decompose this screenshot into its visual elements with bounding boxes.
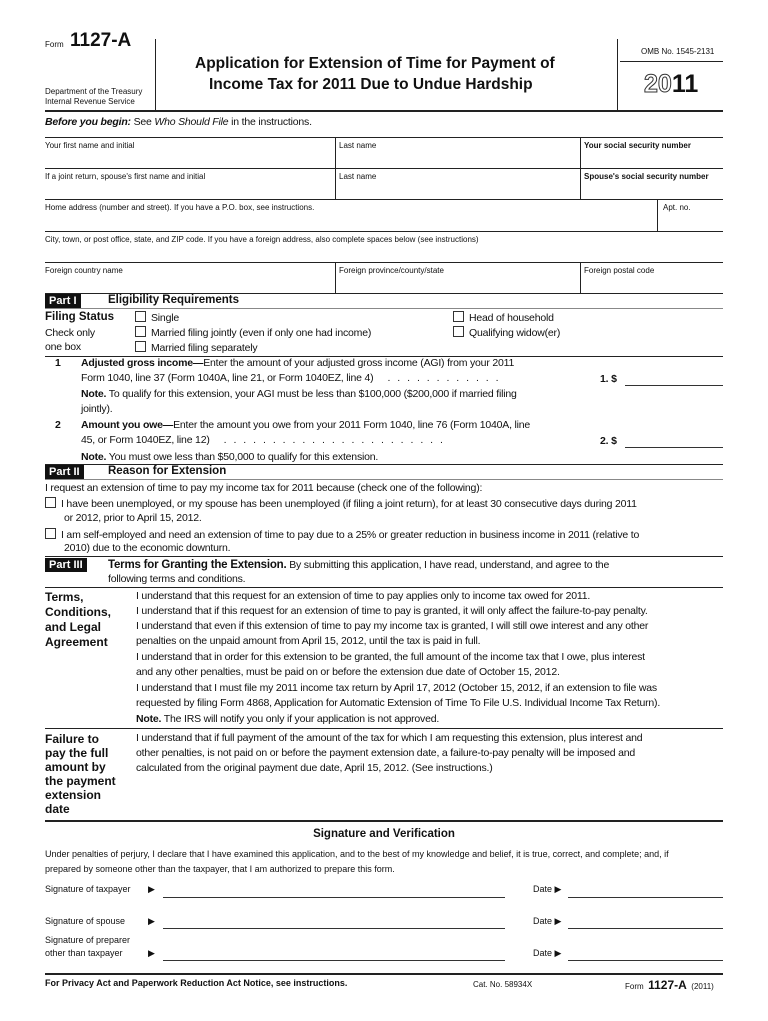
terms-line: I understand that if this request for an extension of time to pay is granted, it will only affect the failure-to-pay penalty. bbox=[136, 605, 648, 617]
spouse-date-input[interactable] bbox=[568, 928, 723, 929]
spouse-last-name-field[interactable]: Last name bbox=[339, 172, 377, 181]
agency: Internal Revenue Service bbox=[45, 97, 135, 106]
part-3-title: Terms for Granting the Extension. By submitting this application, I have read, understand, and agree to the bbox=[108, 559, 610, 571]
foreign-postal-code-field[interactable]: Foreign postal code bbox=[584, 266, 655, 275]
checkbox[interactable] bbox=[135, 341, 146, 352]
privacy-notice: For Privacy Act and Paperwork Reduction Act Notice, see instructions. bbox=[45, 978, 348, 988]
filing-status-head-of-household[interactable]: Head of household bbox=[453, 311, 554, 324]
spouse-signature-label: Signature of spouse bbox=[45, 916, 126, 926]
terms-heading-line: Agreement bbox=[45, 635, 108, 649]
reason-unemployed[interactable]: I have been unemployed, or my spouse has been unemployed (if filing a joint return), for at least 30 consecutive days during 2011 bbox=[45, 497, 637, 510]
preparer-signature-label-cont: other than taxpayer bbox=[45, 948, 123, 958]
failure-heading-line: date bbox=[45, 802, 70, 816]
penalty-statement: Under penalties of perjury, I declare that I have examined this application, and to the best of my knowledge and belief, it is true, correct, and complete; and, if bbox=[45, 849, 669, 859]
reason-self-employed[interactable]: I am self-employed and need an extension of time to pay due to a 25% or greater reduction in business income in 2011 (relative to bbox=[45, 528, 639, 541]
footer-form-id: Form 1127-A (2011) bbox=[625, 978, 714, 992]
part-1-title: Eligibility Requirements bbox=[108, 294, 239, 306]
line-number: 2 bbox=[55, 419, 61, 431]
line-2-note: Note. You must owe less than $50,000 to qualify for this extension. bbox=[81, 451, 379, 463]
checkbox[interactable] bbox=[45, 528, 56, 539]
terms-heading-line: Terms, bbox=[45, 590, 84, 604]
city-state-zip-field[interactable]: City, town, or post office, state, and ZIP code. If you have a foreign address, also complete spaces below (see instructions) bbox=[45, 235, 479, 244]
before-you-begin: Before you begin: See Who Should File in the instructions. bbox=[45, 116, 312, 128]
form-title-line1: Application for Extension of Time for Payment of bbox=[195, 55, 555, 72]
agi-amount-input[interactable] bbox=[625, 385, 723, 386]
checkbox[interactable] bbox=[45, 497, 56, 508]
arrow-icon: ▶ bbox=[554, 884, 562, 894]
checkbox[interactable] bbox=[135, 311, 146, 322]
arrow-icon: ▶ bbox=[148, 916, 155, 926]
check-only-label: Check only bbox=[45, 327, 95, 339]
divider bbox=[155, 39, 156, 110]
line-2-text: Amount you owe—Enter the amount you owe from your 2011 Form 1040, line 76 (Form 1040A, line bbox=[81, 419, 531, 431]
omb-number: OMB No. 1545-2131 bbox=[641, 47, 715, 56]
taxpayer-signature-input[interactable] bbox=[163, 897, 505, 898]
line-1-note2: jointly). bbox=[81, 403, 113, 415]
arrow-icon: ▶ bbox=[148, 948, 155, 958]
reason-self-employed-cont: 2010) due to the economic downturn. bbox=[64, 542, 231, 554]
terms-line: I understand that this request for an extension of time to pay applies only to income tax owed for 2011. bbox=[136, 590, 591, 602]
arrow-icon: ▶ bbox=[554, 948, 562, 958]
line-1-label: 1. $ bbox=[600, 373, 617, 385]
amount-owed-input[interactable] bbox=[625, 447, 723, 448]
form-title-line2: Income Tax for 2011 Due to Undue Hardship bbox=[209, 76, 533, 93]
filing-status-label: Filing Status bbox=[45, 311, 114, 323]
part-2-label: Part II bbox=[45, 465, 84, 479]
preparer-signature-label: Signature of preparer bbox=[45, 935, 131, 945]
failure-heading-line: amount by bbox=[45, 760, 106, 774]
terms-line: penalties on the unpaid amount from April 15, 2012, until the tax is paid in full. bbox=[136, 635, 481, 647]
terms-note: Note. The IRS will notify you only if your application is not approved. bbox=[136, 713, 440, 725]
reason-unemployed-cont: or 2012, prior to April 15, 2012. bbox=[64, 512, 202, 524]
line-1-text2: Form 1040, line 37 (Form 1040A, line 21, or Form 1040EZ, line 4) . . . . . . . . . . . . bbox=[81, 372, 501, 384]
arrow-icon: ▶ bbox=[554, 916, 562, 926]
line-2-label: 2. $ bbox=[600, 435, 617, 447]
form-number: 1127-A bbox=[70, 30, 132, 51]
foreign-country-field[interactable]: Foreign country name bbox=[45, 266, 123, 275]
line-1-note: Note. To qualify for this extension, your AGI must be less than $100,000 ($200,000 if married filing bbox=[81, 388, 517, 400]
ssn-field[interactable]: Your social security number bbox=[584, 141, 691, 150]
failure-heading-line: Failure to bbox=[45, 732, 100, 746]
form-label: Form bbox=[45, 40, 64, 49]
line-1-text: Adjusted gross income—Enter the amount of your adjusted gross income (AGI) from your 2011 bbox=[81, 357, 515, 369]
arrow-icon: ▶ bbox=[148, 884, 155, 894]
spouse-ssn-field[interactable]: Spouse's social security number bbox=[584, 172, 709, 181]
terms-line: requested by filing Form 4868, Application for Automatic Extension of Time To File U.S. Individual Income Tax Return). bbox=[136, 697, 661, 709]
failure-heading-line: pay the full bbox=[45, 746, 109, 760]
line-number: 1 bbox=[55, 357, 61, 369]
part-3-label: Part III bbox=[45, 558, 87, 572]
signature-title: Signature and Verification bbox=[313, 828, 455, 840]
checkbox[interactable] bbox=[135, 326, 146, 337]
terms-heading-line: and Legal bbox=[45, 620, 102, 634]
apt-number-field[interactable]: Apt. no. bbox=[663, 203, 691, 212]
terms-line: I understand that in order for this extension to be granted, the full amount of the income tax that I owe, plus interest bbox=[136, 651, 645, 663]
terms-line: I understand that even if this extension of time to pay my income tax is granted, I will still owe interest and any other bbox=[136, 620, 649, 632]
filing-status-married-jointly[interactable]: Married filing jointly (even if only one had income) bbox=[135, 326, 371, 339]
spouse-signature-input[interactable] bbox=[163, 928, 505, 929]
failure-line: calculated from the original payment due date, April 15, 2012. (See instructions.) bbox=[136, 762, 493, 774]
date-label: Date ▶ bbox=[533, 884, 562, 894]
last-name-field[interactable]: Last name bbox=[339, 141, 377, 150]
part-1-label: Part I bbox=[45, 294, 81, 308]
checkbox[interactable] bbox=[453, 326, 464, 337]
line-2-text2: 45, or Form 1040EZ, line 12) . . . . . . . . . . . . . . . . . . . . . . . bbox=[81, 434, 445, 446]
foreign-province-field[interactable]: Foreign province/county/state bbox=[339, 266, 444, 275]
department: Department of the Treasury bbox=[45, 87, 143, 96]
terms-line: I understand that I must file my 2011 income tax return by April 17, 2012 (October 15, 2012, if an extension to file was bbox=[136, 682, 657, 694]
penalty-statement-cont: prepared by someone other than the taxpayer, that I am authorized to prepare this form. bbox=[45, 864, 395, 874]
catalog-number: Cat. No. 58934X bbox=[473, 980, 533, 989]
reason-intro: I request an extension of time to pay my income tax for 2011 because (check one of the following): bbox=[45, 482, 483, 494]
filing-status-married-separately[interactable]: Married filing separately bbox=[135, 341, 257, 354]
first-name-field[interactable]: Your first name and initial bbox=[45, 141, 135, 150]
taxpayer-date-input[interactable] bbox=[568, 897, 723, 898]
divider bbox=[620, 61, 723, 62]
part-2-title: Reason for Extension bbox=[108, 465, 227, 477]
filing-status-single[interactable]: Single bbox=[135, 311, 179, 324]
failure-heading-line: the payment bbox=[45, 774, 116, 788]
terms-line: and any other penalties, must be paid on or before the extension due date of October 15, 2012. bbox=[136, 666, 560, 678]
failure-line: I understand that if full payment of the amount of the tax for which I am requesting this extension, plus interest and bbox=[136, 732, 643, 744]
preparer-date-input[interactable] bbox=[568, 960, 723, 961]
spouse-first-name-field[interactable]: If a joint return, spouse's first name and initial bbox=[45, 172, 206, 181]
failure-heading-line: extension bbox=[45, 788, 102, 802]
tax-year: 2011 bbox=[644, 70, 699, 98]
divider bbox=[617, 39, 618, 110]
filing-status-qualifying-widow[interactable]: Qualifying widow(er) bbox=[453, 326, 560, 339]
terms-heading-line: Conditions, bbox=[45, 605, 111, 619]
date-label: Date ▶ bbox=[533, 916, 562, 926]
taxpayer-signature-label: Signature of taxpayer bbox=[45, 884, 131, 894]
preparer-signature-input[interactable] bbox=[163, 960, 505, 961]
failure-line: other penalties, is not paid on or before the payment extension date, a failure-to-pay penalty will be imposed and bbox=[136, 747, 636, 759]
divider bbox=[45, 110, 723, 112]
date-label: Date ▶ bbox=[533, 948, 562, 958]
home-address-field[interactable]: Home address (number and street). If you have a P.O. box, see instructions. bbox=[45, 203, 315, 212]
checkbox[interactable] bbox=[453, 311, 464, 322]
part-3-title-cont: following terms and conditions. bbox=[108, 573, 246, 585]
one-box-label: one box bbox=[45, 341, 81, 353]
